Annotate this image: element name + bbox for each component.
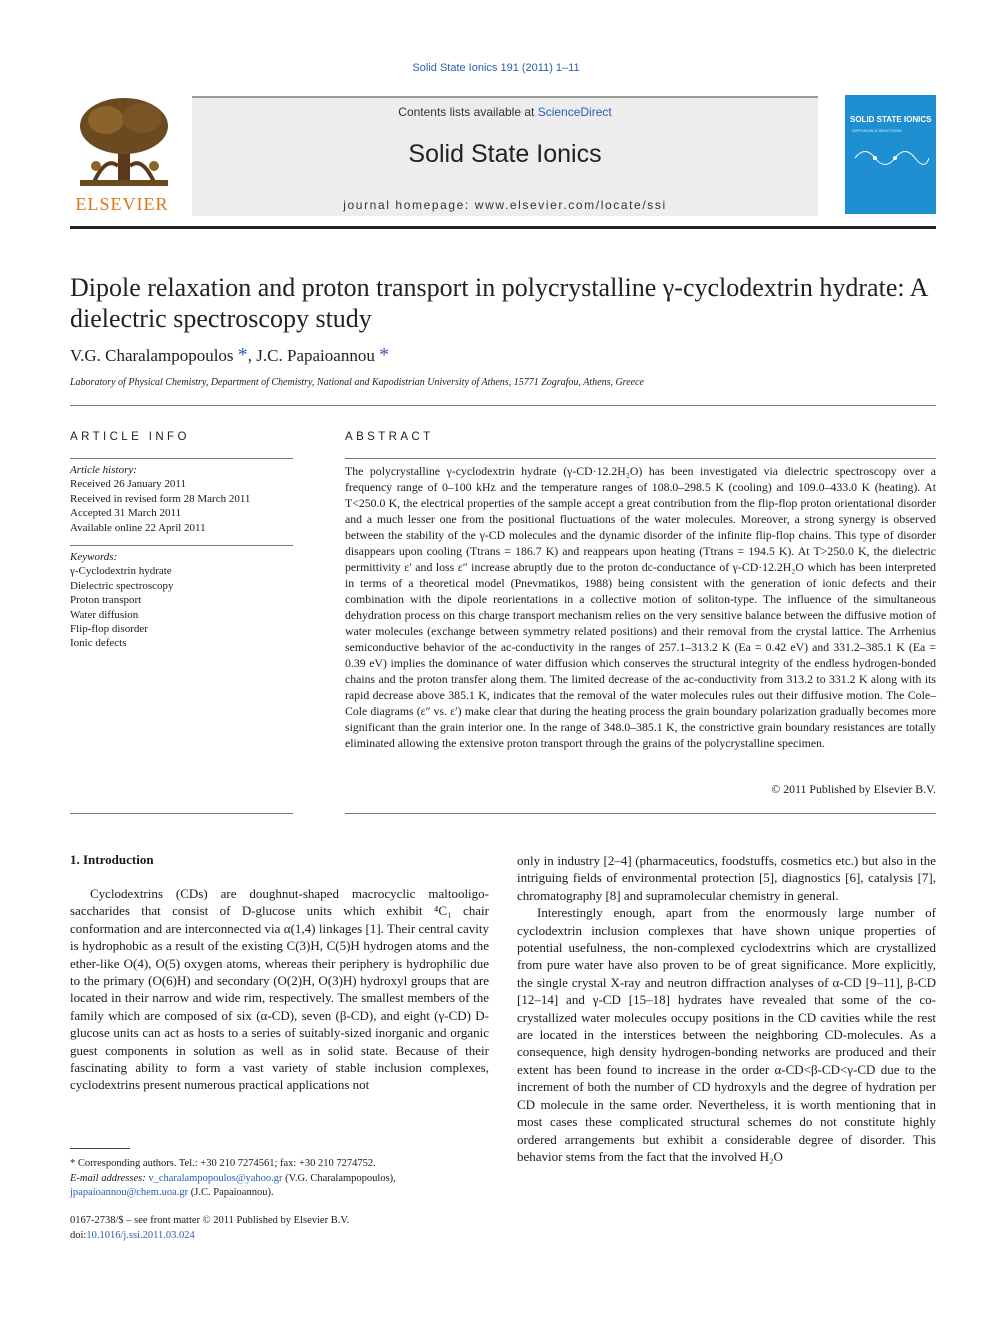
author-2[interactable]: J.C. Papaioannou xyxy=(256,346,375,365)
history-label: Article history: xyxy=(70,464,137,476)
history-item: Received 26 January 2011 xyxy=(70,478,186,491)
divider xyxy=(70,545,293,546)
sciencedirect-link[interactable]: ScienceDirect xyxy=(537,105,612,119)
email-link[interactable]: v_charalampopoulos@yahoo.gr xyxy=(148,1172,283,1184)
keyword-item: γ-Cyclodextrin hydrate xyxy=(70,565,172,578)
email-link[interactable]: jpapaioannou@chem.uoa.gr xyxy=(70,1187,189,1199)
article-title: Dipole relaxation and proton transport in polycrystalline γ-cyclodextrin hydrate: A dielectric spectroscopy study xyxy=(70,273,927,333)
journal-homepage[interactable]: journal homepage: www.elsevier.com/locate/ssi xyxy=(343,198,667,212)
history-item: Received in revised form 28 March 2011 xyxy=(70,492,251,505)
divider xyxy=(70,405,936,406)
header-rule xyxy=(70,226,936,229)
body-column-right xyxy=(517,852,936,1165)
cover-subtitle: DIFFUSION & REACTIONS xyxy=(852,128,902,133)
affiliation: Laboratory of Physical Chemistry, Department of Chemistry, National and Kapodistrian University of Athens, 15771 Zografou, Athens, Greece xyxy=(70,377,644,388)
contents-prefix: Contents lists available at xyxy=(398,105,538,119)
elsevier-logo[interactable] xyxy=(70,96,174,214)
author-1[interactable]: V.G. Charalampopoulos xyxy=(70,346,234,365)
divider xyxy=(70,458,293,459)
corresponding-author-marker[interactable]: * xyxy=(379,344,390,366)
author-list: V.G. Charalampopoulos *, J.C. Papaioannou * xyxy=(70,344,390,366)
paragraph: only in industry [2–4] (pharmaceutics, foodstuffs, cosmetics etc.) but also in the intriguing fields of environmental protection [5], diagnostics [6], catalysis [7], chromatography [8] and supramolecular chemistry in general. xyxy=(517,853,936,903)
email-owner: (V.G. Charalampopoulos), xyxy=(285,1172,396,1184)
front-matter xyxy=(70,1214,489,1243)
section-heading: 1. Introduction xyxy=(70,852,154,867)
email-owner: (J.C. Papaioannou). xyxy=(190,1187,274,1199)
abstract-text: The polycrystalline γ-cyclodextrin hydrate (γ-CD·12.2H₂O) has been investigated via dielectric spectroscopy over a frequency range of 0–100 kHz and the temperature ranges of 108.0–298.5 K (cooling) and 109.0–433.0 K (heating). At T<250.0 K, the electrical properties of the sample accept a great contribution from the flip-flop proton orientational disorder and a much lesser one from the positional fluctuations of the water molecules. Moreover, a strong synergy is observed between the stability of the γ-CD molecules and the dynamic disorder of the infinite flip-flop chains. This type of disorder disappears upon cooling (Ttrans = 186.7 K) and reappears upon heating (Ttrans = 194.5 K). At T>250.0 K, the dielectric permittivity ε′ and loss ε″ increase abruptly due to the proton dc-conductance of γ-CD·12.2H₂O which has been interpreted in terms of a theoretical model (Pnevmatikos, 1988) being consistent with the generation of ionic defects and their combination with the dipole reorientations in a collective motion of soliton-type. The influence of the simultaneous dehydration process on this charge transport mechanism relies on the very sensitive balance between the diffusive motion of water molecules (exchange between symmetry related positions) and their removal from the crystal lattice. The Arrhenius semiconductive behavior of the ac-conductivity in the ranges of 257.1–313.2 K (Ea = 0.42 eV) and 331.2–385.1 K (Ea = 0.39 eV) implies the dominance of water diffusion which conserves the structural integrity of the endless hydrogen-bonded chains and the proton transfer along them. The limited decrease of the ac-conductivity from 313.2 to 331.2 K along with its rapid decrease above 385.1 K, indicates that the removal of the water molecules rules out their diffusive motion. The Cole–Cole diagrams (ε″ vs. ε′) make clear that during the heating process the grain boundary polarization gradually becomes more significant than the grain interior one. In the range of 348.0–385.1 K, the constrictive grain boundary resistances are totally eliminated allowing the extensive proton transport through the grains of the polycrystalline specimen. xyxy=(345,464,936,750)
email-line xyxy=(70,1186,489,1201)
divider xyxy=(70,813,293,814)
cover-title: SOLID STATE IONICS xyxy=(850,115,932,124)
doi-label: doi: xyxy=(70,1229,87,1241)
contents-line xyxy=(192,105,818,119)
abstract-heading: ABSTRACT xyxy=(345,431,434,443)
cover-graphic-icon xyxy=(853,143,929,173)
issn-line: 0167-2738/$ – see front matter © 2011 Published by Elsevier B.V. xyxy=(70,1215,350,1226)
article-history xyxy=(70,463,293,535)
article-info-heading: ARTICLE INFO xyxy=(70,431,190,443)
email-label: E-mail addresses: xyxy=(70,1172,146,1184)
paragraph: Interestingly enough, apart from the enormously large number of cyclodextrin inclusion complexes that have shown unique properties of potential usefulness, the non-complexed cyclodextrins which are crystallized from pure water have also proven to be of great significance. More explicitly, the single crystal X-ray and neutron diffraction analyses of α-CD [9–11], β-CD [12–14] and γ-CD [15–18] hydrates have revealed that some of the co-crystallized water molecules occupy positions in the CD cavities while the rest are located in the interstices between the neighboring CD-molecules. As a consequence, high density hydrogen-bonding networks are produced and their extent has been found to increase in the order α-CD<β-CD<γ-CD due to the increment of both the number of CD hydroxyls and the degree of hydration per CD molecule in the same order. Nevertheless, it is worth mentioning that in most cases these complicated structural schemes do not constitute highly ordered arrangements but exhibit a considerable degree of disorder. This behavior stems from the fact that the involved H₂O xyxy=(517,905,936,1164)
keyword-item: Proton transport xyxy=(70,594,142,607)
journal-citation[interactable]: Solid State Ionics 191 (2011) 1–11 xyxy=(412,62,580,74)
keywords-label: Keywords: xyxy=(70,551,118,563)
email-line xyxy=(70,1172,489,1187)
keyword-item: Water diffusion xyxy=(70,608,139,621)
history-item: Available online 22 April 2011 xyxy=(70,521,206,534)
body-column-left xyxy=(70,885,489,1094)
footnotes xyxy=(70,1157,489,1201)
elsevier-tree-icon xyxy=(76,96,172,188)
doi-line xyxy=(70,1229,489,1244)
keyword-item: Ionic defects xyxy=(70,637,127,650)
history-item: Accepted 31 March 2011 xyxy=(70,507,182,520)
doi-link[interactable]: 10.1016/j.ssi.2011.03.024 xyxy=(86,1229,195,1241)
footnote-rule xyxy=(70,1148,130,1149)
journal-name: Solid State Ionics xyxy=(408,140,602,168)
paragraph: Cyclodextrins (CDs) are doughnut-shaped macrocyclic maltooligo-saccharides that consist of D-glucose units which exhibit ⁴C₁ chair conformation and are interconnected via α(1,4) linkages [1]. Their central cavity is hydrophobic as a result of the existing C(3)H, C(5)H hydrogen atoms and the ether-like O(4), O(5) oxygen atoms, whereas their periphery is hydrophilic due to the primary (O(6)H) and secondary (O(2)H, O(3)H) hydroxyl groups that are located in their narrow and wide rim, respectively. The smallest members of the family which are composed of six (α-CD), seven (β-CD), and eight (γ-CD) D-glucose units can act as hosts to a series of suitably-sized inorganic and organic guest components in solution as well as in solid state. Because of their fascinating ability to form a vast variety of stable inclusion complexes, cyclodextrins present numerous practical applications not xyxy=(70,886,489,1093)
divider xyxy=(345,813,936,814)
corresponding-author-marker[interactable]: * xyxy=(237,344,248,366)
copyright: © 2011 Published by Elsevier B.V. xyxy=(771,782,936,796)
elsevier-wordmark: ELSEVIER xyxy=(75,194,169,214)
divider xyxy=(345,458,936,459)
journal-cover-thumbnail[interactable] xyxy=(845,95,936,214)
keyword-item: Flip-flop disorder xyxy=(70,623,148,636)
corresponding-author-note: * Corresponding authors. Tel.: +30 210 7274561; fax: +30 210 7274752. xyxy=(70,1158,376,1169)
keyword-item: Dielectric spectroscopy xyxy=(70,579,174,592)
keywords-list xyxy=(70,550,293,651)
